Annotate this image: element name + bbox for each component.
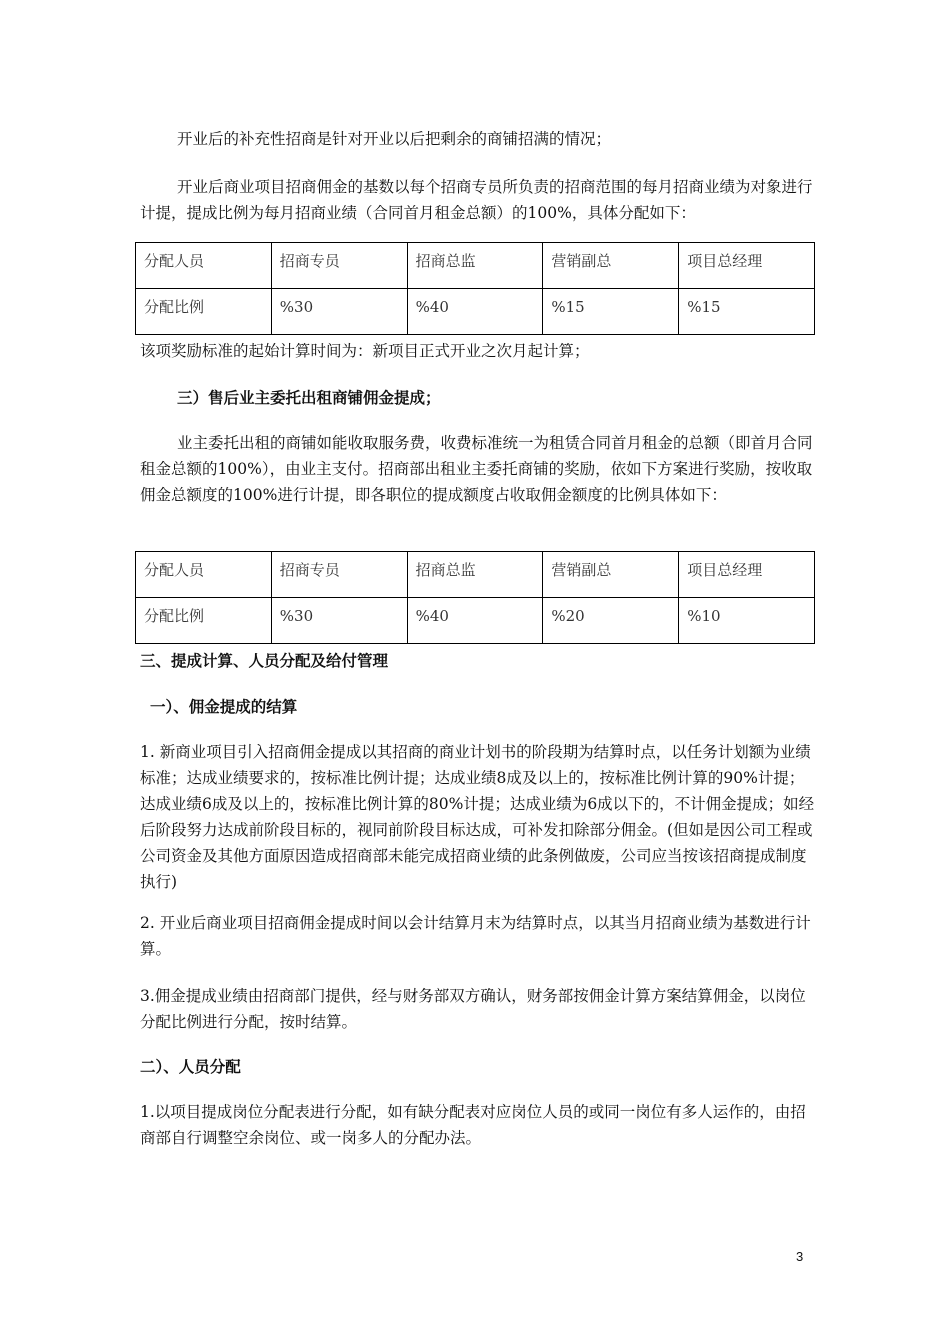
paragraph-owner-entrusted: 业主委托出租的商铺如能收取服务费，收费标准统一为租赁合同首月租金的总额（即首月合同租金总额的100%），由业主支付。招商部出租业主委托商铺的奖励，依如下方案进行奖励，按收取佣金总额度的100%进行计提，即各职位的提成额度占收取佣金额度的比例具体如下： (140, 434, 813, 504)
table-cell: 分配比例 (136, 289, 272, 335)
paragraph-allocation-1: 1.以项目提成岗位分配表进行分配，如有缺分配表对应岗位人员的或同一岗位有多人运作的，由招商部自行调整空余岗位、或一岗多人的分配办法。 (140, 1103, 806, 1147)
table-cell: 分配比例 (136, 598, 272, 644)
table-row (136, 552, 815, 598)
subheading-staff-allocation: 二）、人员分配 (140, 1057, 241, 1076)
table-cell: %15 (679, 289, 815, 335)
paragraph-item-2: 2. 开业后商业项目招商佣金提成时间以会计结算月末为结算时点，以其当月招商业绩为基数进行计算。 (140, 914, 811, 958)
table-cell: 项目总经理 (679, 243, 815, 289)
table-cell: %20 (543, 598, 679, 644)
paragraph-item-1: 1. 新商业项目引入招商佣金提成以其招商的商业计划书的阶段期为结算时点，以任务计划额为业绩标准；达成业绩要求的，按标准比例计提；达成业绩8成及以上的，按标准比例计算的90%计提；达成业绩6成及以上的，按标准比例计算的80%计提；达成业绩为6成以下的，不计佣金提成；如经后阶段努力达成前阶段目标的，视同前阶段目标达成，可补发扣除部分佣金。(但如是因公司工程或公司资金及其他方面原因造成招商部未能完成招商业绩的此条例做废，公司应当按该招商提成制度执行) (140, 743, 815, 891)
table-cell: 分配人员 (136, 243, 272, 289)
table-row (136, 289, 815, 335)
table-cell: 招商专员 (271, 243, 407, 289)
table-row (136, 598, 815, 644)
paragraph-start-time: 该项奖励标准的起始计算时间为：新项目正式开业之次月起计算； (140, 342, 590, 360)
table-cell: %30 (271, 598, 407, 644)
table-cell: %30 (271, 289, 407, 335)
table-cell: %10 (679, 598, 815, 644)
page-number: 3 (796, 1249, 804, 1264)
paragraph-supplementary-leasing: 开业后的补充性招商是针对开业以后把剩余的商铺招满的情况； (177, 130, 612, 148)
section-heading-3: 三、提成计算、人员分配及给付管理 (140, 651, 389, 670)
table-cell: %15 (543, 289, 679, 335)
commission-table-2 (135, 551, 815, 644)
table-cell: 分配人员 (136, 552, 272, 598)
subheading-settlement: 一）、佣金提成的结算 (150, 697, 298, 716)
table-cell: 招商总监 (407, 243, 543, 289)
table-cell: 营销副总 (543, 552, 679, 598)
heading-owner-entrusted: 三）售后业主委托出租商铺佣金提成； (177, 388, 441, 407)
table-cell: 招商专员 (271, 552, 407, 598)
table-cell: 招商总监 (407, 552, 543, 598)
table-cell: %40 (407, 289, 543, 335)
paragraph-item-3: 3.佣金提成业绩由招商部门提供，经与财务部双方确认，财务部按佣金计算方案结算佣金，以岗位分配比例进行分配，按时结算。 (140, 987, 806, 1031)
commission-table-1 (135, 242, 815, 335)
table-cell: 营销副总 (543, 243, 679, 289)
paragraph-post-opening-commission: 开业后商业项目招商佣金的基数以每个招商专员所负责的招商范围的每月招商业绩为对象进行计提，提成比例为每月招商业绩（合同首月租金总额）的100%，具体分配如下： (140, 178, 813, 222)
table-cell: 项目总经理 (679, 552, 815, 598)
table-cell: %40 (407, 598, 543, 644)
table-row (136, 243, 815, 289)
